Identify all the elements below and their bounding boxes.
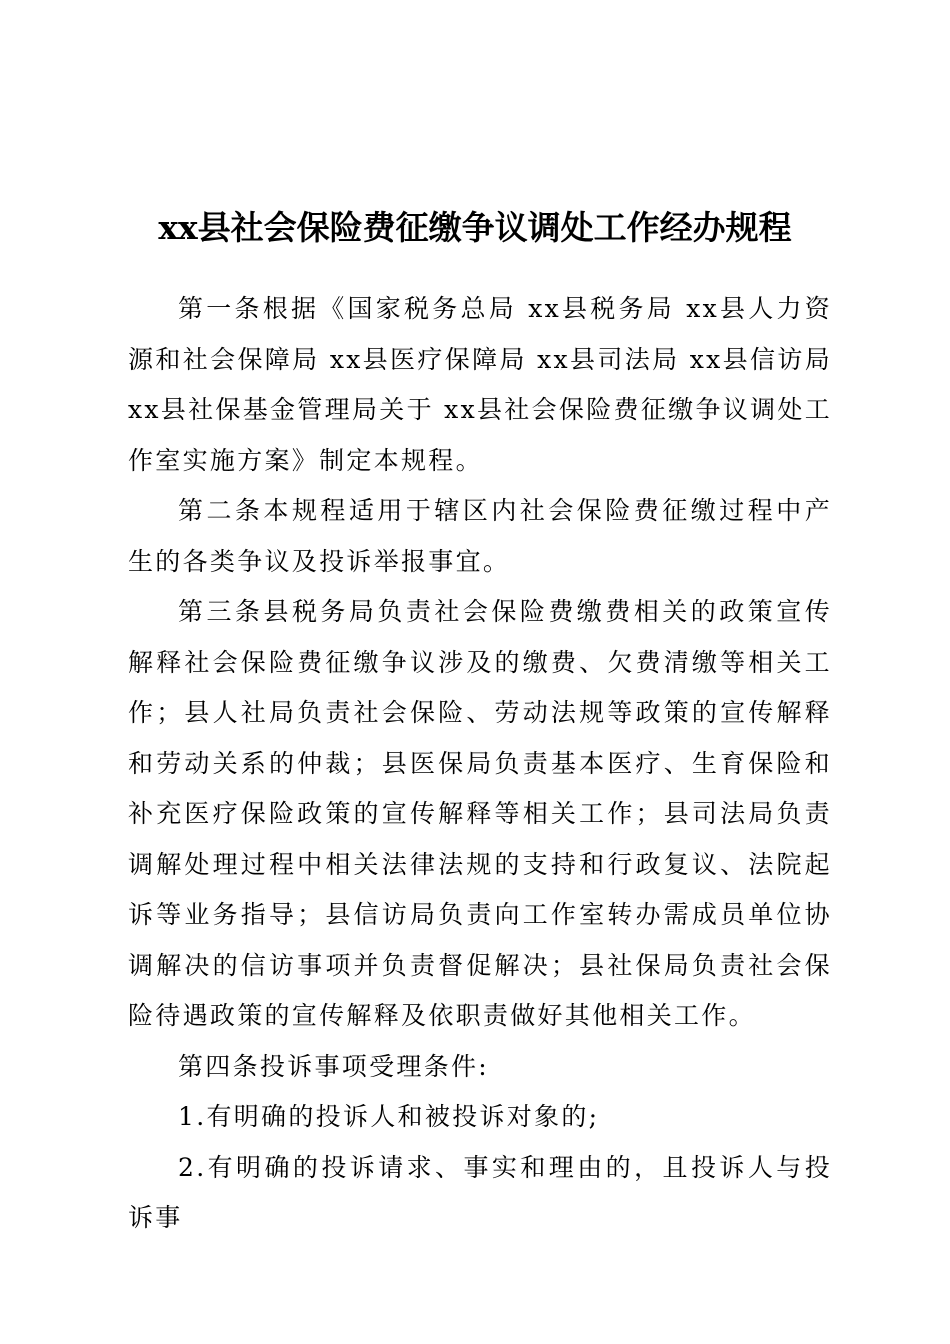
paragraph-article-4: 第四条投诉事项受理条件: (178, 1051, 490, 1081)
list-item-condition-1: 1.有明确的投诉人和被投诉对象的; (178, 1102, 600, 1131)
list-item-condition-2: 2.有明确的投诉请求、事实和理由的，且投诉人与投诉事 (128, 1152, 832, 1232)
paragraph-article-1: 第一条根据《国家税务总局 xx县税务局 xx县人力资源和社会保障局 xx县医疗保障局 xx县司法局 xx县信访局 xx县社保基金管理局关于 xx县社会保险费征缴争议调处工作室实施方案》制定本规程。 (128, 294, 832, 475)
paragraph-article-2: 第二条本规程适用于辖区内社会保险费征缴过程中产生的各类争议及投诉举报事宜。 (128, 496, 832, 576)
document-body (128, 284, 832, 1244)
document-title: xx县社会保险费征缴争议调处工作经办规程 (158, 208, 792, 247)
paragraph-article-3: 第三条县税务局负责社会保险费缴费相关的政策宣传解释社会保险费征缴争议涉及的缴费、欠费清缴等相关工作；县人社局负责社会保险、劳动法规等政策的宣传解释和劳动关系的仲裁；县医保局负责基本医疗、生育保险和补充医疗保险政策的宣传解释等相关工作；县司法局负责调解处理过程中相关法律法规的支持和行政复议、法院起诉等业务指导；县信访局负责向工作室转办需成员单位协调解决的信访事项并负责督促解决；县社保局负责社会保险待遇政策的宣传解释及依职责做好其他相关工作。 (128, 597, 832, 1030)
